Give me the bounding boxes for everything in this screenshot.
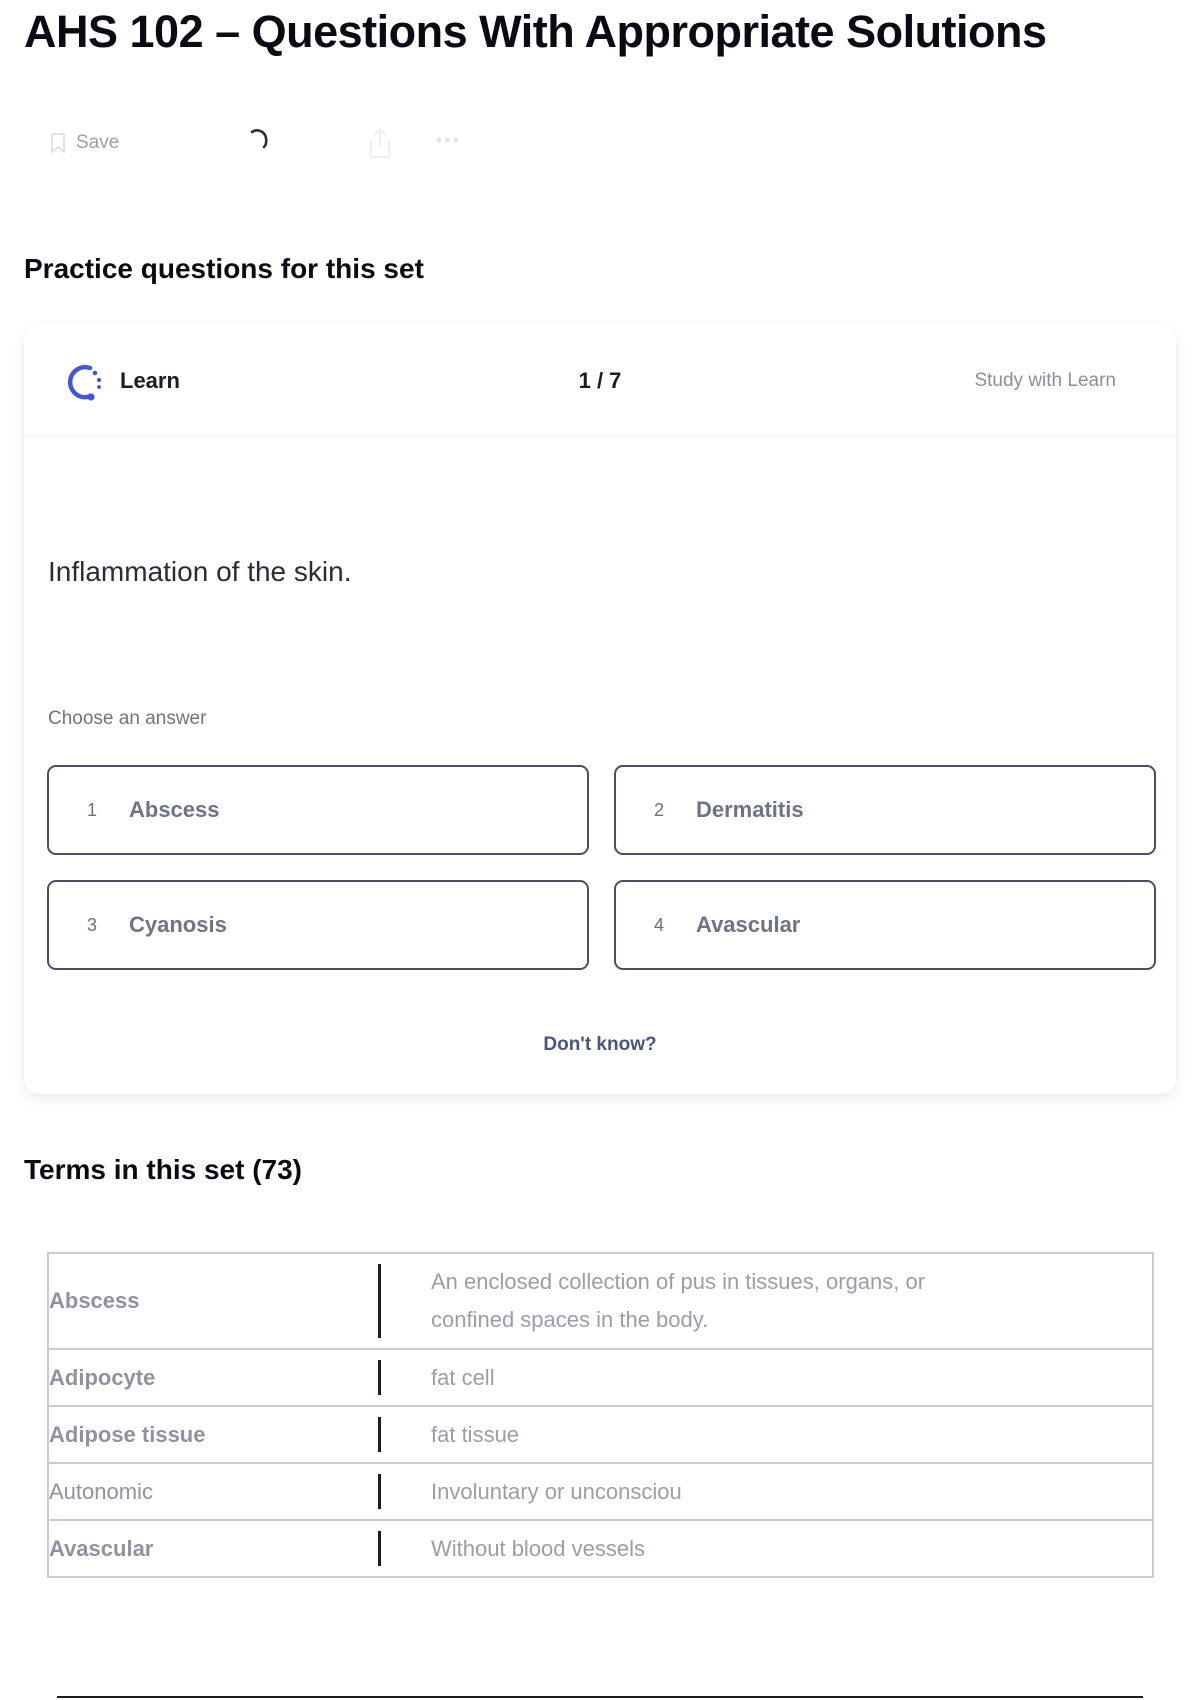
term-cell: Autonomic xyxy=(48,1463,381,1520)
definition-cell: fat cell xyxy=(381,1349,1153,1406)
term-cell: Abscess xyxy=(48,1253,381,1349)
table-row xyxy=(48,1406,1153,1463)
page-divider xyxy=(57,1696,1143,1698)
learn-practice-card xyxy=(24,324,1176,1094)
terms-table xyxy=(47,1252,1154,1578)
question-progress: 1 / 7 xyxy=(578,368,622,393)
option-text: Dermatitis xyxy=(696,797,804,822)
definition-cell xyxy=(381,1253,1153,1349)
option-text: Abscess xyxy=(129,797,220,822)
answer-option-2[interactable] xyxy=(614,765,1156,855)
option-number: 1 xyxy=(87,799,98,820)
term-cell: Adipocyte xyxy=(48,1349,381,1406)
question-prompt: Inflammation of the skin. xyxy=(48,556,352,587)
study-with-learn-link[interactable]: Study with Learn xyxy=(974,370,1116,391)
option-text: Avascular xyxy=(696,912,801,937)
answer-option-4[interactable] xyxy=(614,880,1156,970)
choose-answer-label: Choose an answer xyxy=(48,708,207,729)
save-label: Save xyxy=(76,132,120,153)
answer-option-1[interactable] xyxy=(47,765,589,855)
more-icon[interactable]: ••• xyxy=(436,130,461,150)
practice-section-title: Practice questions for this set xyxy=(24,253,424,284)
option-number: 2 xyxy=(654,799,665,820)
option-number: 4 xyxy=(654,914,665,935)
definition-line: An enclosed collection of pus in tissues, organs, or xyxy=(431,1269,926,1294)
term-cell: Adipose tissue xyxy=(48,1406,381,1463)
bookmark-icon xyxy=(50,133,66,153)
loading-spinner-icon xyxy=(244,126,274,156)
table-row xyxy=(48,1520,1153,1577)
page-title: AHS 102 – Questions With Appropriate Solutions xyxy=(24,6,1047,57)
terms-section-title: Terms in this set (73) xyxy=(24,1154,303,1185)
share-icon[interactable] xyxy=(366,126,394,160)
term-cell: Avascular xyxy=(48,1520,381,1577)
dont-know-button[interactable]: Don't know? xyxy=(543,1034,657,1055)
table-row xyxy=(48,1463,1153,1520)
learn-label: Learn xyxy=(120,368,180,393)
table-row xyxy=(48,1253,1153,1349)
toolbar xyxy=(50,126,510,166)
definition-cell: Involuntary or unconsciou xyxy=(381,1463,1153,1520)
answer-option-3[interactable] xyxy=(47,880,589,970)
card-header xyxy=(24,324,1176,436)
option-text: Cyanosis xyxy=(129,912,227,937)
table-row xyxy=(48,1349,1153,1406)
save-button[interactable] xyxy=(50,132,119,154)
definition-line: confined spaces in the body. xyxy=(431,1307,709,1332)
definition-cell: Without blood vessels xyxy=(381,1520,1153,1577)
definition-cell: fat tissue xyxy=(381,1406,1153,1463)
option-number: 3 xyxy=(87,914,98,935)
